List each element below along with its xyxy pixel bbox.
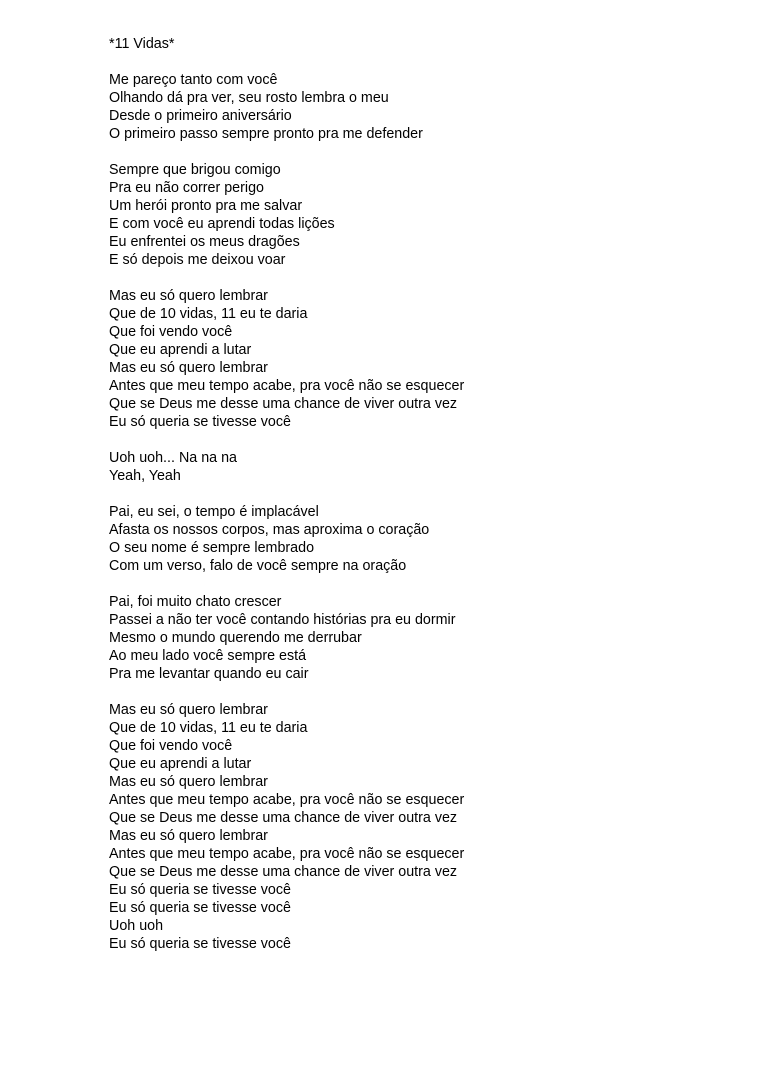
lyric-line: Passei a não ter você contando histórias pra eu dormir <box>109 612 456 628</box>
lyric-line: Que eu aprendi a lutar <box>109 342 252 358</box>
lyric-line: E só depois me deixou voar <box>109 252 286 268</box>
song-title: *11 Vidas* <box>109 36 175 52</box>
lyric-line: Eu só queria se tivesse você <box>109 414 291 430</box>
lyric-line: Olhando dá pra ver, seu rosto lembra o meu <box>109 90 389 106</box>
lyric-line: Yeah, Yeah <box>109 468 181 484</box>
lyric-line: Mas eu só quero lembrar <box>109 702 268 718</box>
lyric-line: Que foi vendo você <box>109 324 233 340</box>
lyric-line: Que foi vendo você <box>109 738 233 754</box>
lyric-line: Que se Deus me desse uma chance de viver outra vez <box>109 810 458 826</box>
stanza-3-chorus <box>109 287 729 431</box>
lyric-line: O primeiro passo sempre pronto pra me defender <box>109 126 423 142</box>
lyric-line: Mesmo o mundo querendo me derrubar <box>109 630 362 646</box>
lyric-line: E com você eu aprendi todas lições <box>109 216 335 232</box>
lyric-line: Me pareço tanto com você <box>109 72 278 88</box>
lyric-line: Mas eu só quero lembrar <box>109 360 268 376</box>
stanza-4 <box>109 449 729 485</box>
lyric-line: Mas eu só quero lembrar <box>109 774 268 790</box>
lyric-line: Pra eu não correr perigo <box>109 180 264 196</box>
lyric-line: Que se Deus me desse uma chance de viver outra vez <box>109 396 458 412</box>
lyric-line: Ao meu lado você sempre está <box>109 648 307 664</box>
lyric-line: Uoh uoh... Na na na <box>109 450 237 466</box>
lyric-line: Que eu aprendi a lutar <box>109 756 252 772</box>
lyric-line: Antes que meu tempo acabe, pra você não se esquecer <box>109 378 465 394</box>
stanza-5 <box>109 503 729 575</box>
lyric-line: Que se Deus me desse uma chance de viver outra vez <box>109 864 458 880</box>
lyric-line: Eu só queria se tivesse você <box>109 900 291 916</box>
lyric-line: Mas eu só quero lembrar <box>109 828 268 844</box>
stanza-2 <box>109 161 729 269</box>
stanza-6 <box>109 593 729 683</box>
lyric-line: O seu nome é sempre lembrado <box>109 540 315 556</box>
lyric-line: Eu enfrentei os meus dragões <box>109 234 300 250</box>
stanza-7-chorus <box>109 701 729 953</box>
lyric-line: Pra me levantar quando eu cair <box>109 666 309 682</box>
lyric-line: Que de 10 vidas, 11 eu te daria <box>109 306 308 322</box>
lyric-line: Sempre que brigou comigo <box>109 162 281 178</box>
lyric-line: Com um verso, falo de você sempre na oração <box>109 558 407 574</box>
lyric-line: Eu só queria se tivesse você <box>109 882 291 898</box>
lyric-line: Pai, eu sei, o tempo é implacável <box>109 504 319 520</box>
lyric-line: Um herói pronto pra me salvar <box>109 198 303 214</box>
lyric-line: Mas eu só quero lembrar <box>109 288 268 304</box>
lyrics-body <box>109 35 729 953</box>
stanza-1 <box>109 71 729 143</box>
lyric-line: Uoh uoh <box>109 918 164 934</box>
lyric-line: Afasta os nossos corpos, mas aproxima o coração <box>109 522 430 538</box>
lyric-line: Que de 10 vidas, 11 eu te daria <box>109 720 308 736</box>
lyric-line: Antes que meu tempo acabe, pra você não se esquecer <box>109 846 465 862</box>
lyric-line: Eu só queria se tivesse você <box>109 936 291 952</box>
lyric-line: Antes que meu tempo acabe, pra você não se esquecer <box>109 792 465 808</box>
lyric-line: Pai, foi muito chato crescer <box>109 594 282 610</box>
lyric-line: Desde o primeiro aniversário <box>109 108 292 124</box>
